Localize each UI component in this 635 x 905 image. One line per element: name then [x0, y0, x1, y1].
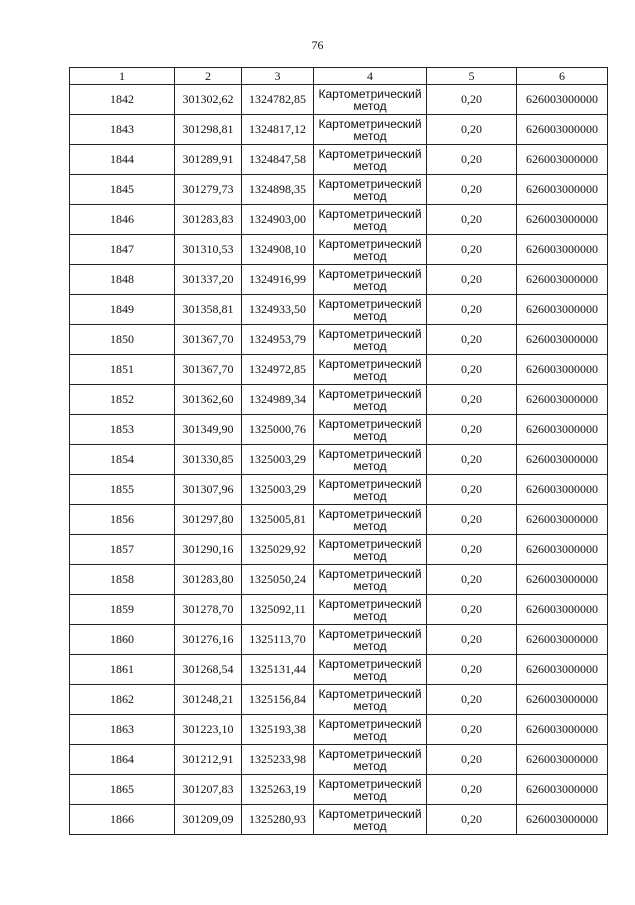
point-number-cell: 1849	[70, 295, 175, 325]
y-coordinate-cell: 1325233,98	[242, 745, 314, 775]
accuracy-cell: 0,20	[427, 655, 517, 685]
table-row	[70, 625, 608, 655]
method-line-1: Картометрический	[318, 296, 422, 311]
table-row	[70, 535, 608, 565]
method-cell	[314, 565, 427, 595]
method-cell	[314, 475, 427, 505]
point-number-cell: 1859	[70, 595, 175, 625]
method-line-2: метод	[353, 428, 387, 443]
method-line-1: Картометрический	[318, 476, 422, 491]
cadastral-number-cell: 626003000000	[517, 175, 608, 205]
point-number-cell: 1863	[70, 715, 175, 745]
accuracy-cell: 0,20	[427, 505, 517, 535]
method-line-2: метод	[353, 458, 387, 473]
cadastral-number-cell: 626003000000	[517, 295, 608, 325]
cadastral-number-cell: 626003000000	[517, 385, 608, 415]
cadastral-number-cell: 626003000000	[517, 685, 608, 715]
y-coordinate-cell: 1324898,35	[242, 175, 314, 205]
method-line-2: метод	[353, 728, 387, 743]
method-cell	[314, 145, 427, 175]
cadastral-number-cell: 626003000000	[517, 775, 608, 805]
column-header-4: 4	[314, 68, 427, 85]
point-number-cell: 1845	[70, 175, 175, 205]
accuracy-cell: 0,20	[427, 355, 517, 385]
y-coordinate-cell: 1324903,00	[242, 205, 314, 235]
method-line-1: Картометрический	[318, 416, 422, 431]
method-cell	[314, 385, 427, 415]
method-line-1: Картометрический	[318, 716, 422, 731]
table-row	[70, 235, 608, 265]
accuracy-cell: 0,20	[427, 385, 517, 415]
x-coordinate-cell: 301278,70	[175, 595, 242, 625]
point-number-cell: 1857	[70, 535, 175, 565]
y-coordinate-cell: 1325003,29	[242, 475, 314, 505]
method-cell	[314, 445, 427, 475]
method-line-2: метод	[353, 338, 387, 353]
cadastral-number-cell: 626003000000	[517, 475, 608, 505]
method-cell	[314, 205, 427, 235]
table-row	[70, 445, 608, 475]
y-coordinate-cell: 1324972,85	[242, 355, 314, 385]
point-number-cell: 1855	[70, 475, 175, 505]
y-coordinate-cell: 1324933,50	[242, 295, 314, 325]
x-coordinate-cell: 301367,70	[175, 325, 242, 355]
cadastral-number-cell: 626003000000	[517, 655, 608, 685]
y-coordinate-cell: 1325131,44	[242, 655, 314, 685]
page-number: 76	[311, 38, 324, 52]
accuracy-cell: 0,20	[427, 535, 517, 565]
cadastral-number-cell: 626003000000	[517, 535, 608, 565]
accuracy-cell: 0,20	[427, 715, 517, 745]
point-number-cell: 1854	[70, 445, 175, 475]
y-coordinate-cell: 1324989,34	[242, 385, 314, 415]
table-row	[70, 475, 608, 505]
method-cell	[314, 115, 427, 145]
method-line-2: метод	[353, 368, 387, 383]
table-row	[70, 595, 608, 625]
method-line-2: метод	[353, 518, 387, 533]
y-coordinate-cell: 1325193,38	[242, 715, 314, 745]
y-coordinate-cell: 1325000,76	[242, 415, 314, 445]
point-number-cell: 1864	[70, 745, 175, 775]
y-coordinate-cell: 1325263,19	[242, 775, 314, 805]
y-coordinate-cell: 1324953,79	[242, 325, 314, 355]
method-line-2: метод	[353, 698, 387, 713]
accuracy-cell: 0,20	[427, 115, 517, 145]
method-cell	[314, 745, 427, 775]
method-cell	[314, 85, 427, 115]
point-number-cell: 1851	[70, 355, 175, 385]
method-line-1: Картометрический	[318, 326, 422, 341]
method-cell	[314, 325, 427, 355]
cadastral-number-cell: 626003000000	[517, 445, 608, 475]
method-cell	[314, 655, 427, 685]
accuracy-cell: 0,20	[427, 295, 517, 325]
cadastral-number-cell: 626003000000	[517, 235, 608, 265]
point-number-cell: 1860	[70, 625, 175, 655]
table-row	[70, 265, 608, 295]
method-line-1: Картометрический	[318, 506, 422, 521]
table-row	[70, 385, 608, 415]
method-line-1: Картометрический	[318, 626, 422, 641]
cadastral-number-cell: 626003000000	[517, 85, 608, 115]
table-row	[70, 205, 608, 235]
x-coordinate-cell: 301248,21	[175, 685, 242, 715]
accuracy-cell: 0,20	[427, 85, 517, 115]
accuracy-cell: 0,20	[427, 775, 517, 805]
method-cell	[314, 715, 427, 745]
x-coordinate-cell: 301349,90	[175, 415, 242, 445]
x-coordinate-cell: 301283,83	[175, 205, 242, 235]
accuracy-cell: 0,20	[427, 265, 517, 295]
method-cell	[314, 175, 427, 205]
x-coordinate-cell: 301330,85	[175, 445, 242, 475]
point-number-cell: 1856	[70, 505, 175, 535]
point-number-cell: 1853	[70, 415, 175, 445]
method-line-1: Картометрический	[318, 176, 422, 191]
method-line-1: Картометрический	[318, 656, 422, 671]
method-line-1: Картометрический	[318, 566, 422, 581]
column-header-5: 5	[427, 68, 517, 85]
x-coordinate-cell: 301290,16	[175, 535, 242, 565]
method-cell	[314, 235, 427, 265]
x-coordinate-cell: 301302,62	[175, 85, 242, 115]
x-coordinate-cell: 301297,80	[175, 505, 242, 535]
cadastral-number-cell: 626003000000	[517, 145, 608, 175]
method-line-1: Картометрический	[318, 686, 422, 701]
point-number-cell: 1862	[70, 685, 175, 715]
accuracy-cell: 0,20	[427, 235, 517, 265]
method-cell	[314, 805, 427, 835]
accuracy-cell: 0,20	[427, 595, 517, 625]
method-line-1: Картометрический	[318, 446, 422, 461]
method-line-2: метод	[353, 668, 387, 683]
method-line-1: Картометрический	[318, 806, 422, 821]
method-line-2: метод	[353, 758, 387, 773]
method-line-2: метод	[353, 818, 387, 833]
accuracy-cell: 0,20	[427, 445, 517, 475]
table-row	[70, 295, 608, 325]
y-coordinate-cell: 1325029,92	[242, 535, 314, 565]
table-row	[70, 505, 608, 535]
x-coordinate-cell: 301358,81	[175, 295, 242, 325]
method-line-2: метод	[353, 188, 387, 203]
x-coordinate-cell: 301212,91	[175, 745, 242, 775]
y-coordinate-cell: 1324847,58	[242, 145, 314, 175]
x-coordinate-cell: 301307,96	[175, 475, 242, 505]
point-number-cell: 1844	[70, 145, 175, 175]
y-coordinate-cell: 1325003,29	[242, 445, 314, 475]
method-line-1: Картометрический	[318, 86, 422, 101]
cadastral-number-cell: 626003000000	[517, 625, 608, 655]
method-line-2: метод	[353, 398, 387, 413]
table-row	[70, 85, 608, 115]
method-line-1: Картометрический	[318, 776, 422, 791]
x-coordinate-cell: 301337,20	[175, 265, 242, 295]
table-row	[70, 565, 608, 595]
point-number-cell: 1850	[70, 325, 175, 355]
method-line-1: Картометрический	[318, 536, 422, 551]
method-line-2: метод	[353, 578, 387, 593]
accuracy-cell: 0,20	[427, 325, 517, 355]
cadastral-number-cell: 626003000000	[517, 325, 608, 355]
cadastral-number-cell: 626003000000	[517, 205, 608, 235]
method-line-2: метод	[353, 158, 387, 173]
method-line-1: Картометрический	[318, 236, 422, 251]
accuracy-cell: 0,20	[427, 685, 517, 715]
point-number-cell: 1861	[70, 655, 175, 685]
column-header-3: 3	[242, 68, 314, 85]
cadastral-number-cell: 626003000000	[517, 805, 608, 835]
point-number-cell: 1858	[70, 565, 175, 595]
cadastral-number-cell: 626003000000	[517, 505, 608, 535]
method-line-2: метод	[353, 128, 387, 143]
accuracy-cell: 0,20	[427, 175, 517, 205]
cadastral-number-cell: 626003000000	[517, 115, 608, 145]
y-coordinate-cell: 1325156,84	[242, 685, 314, 715]
y-coordinate-cell: 1324916,99	[242, 265, 314, 295]
method-cell	[314, 625, 427, 655]
cadastral-number-cell: 626003000000	[517, 265, 608, 295]
x-coordinate-cell: 301276,16	[175, 625, 242, 655]
table-row	[70, 145, 608, 175]
method-line-2: метод	[353, 548, 387, 563]
y-coordinate-cell: 1325092,11	[242, 595, 314, 625]
method-line-2: метод	[353, 308, 387, 323]
y-coordinate-cell: 1325113,70	[242, 625, 314, 655]
method-cell	[314, 505, 427, 535]
cadastral-number-cell: 626003000000	[517, 715, 608, 745]
method-cell	[314, 535, 427, 565]
method-line-2: метод	[353, 248, 387, 263]
y-coordinate-cell: 1325050,24	[242, 565, 314, 595]
point-number-cell: 1866	[70, 805, 175, 835]
header-row	[70, 68, 608, 85]
method-cell	[314, 355, 427, 385]
table-row	[70, 805, 608, 835]
method-line-2: метод	[353, 278, 387, 293]
x-coordinate-cell: 301223,10	[175, 715, 242, 745]
x-coordinate-cell: 301283,80	[175, 565, 242, 595]
method-line-1: Картометрический	[318, 116, 422, 131]
table-row	[70, 715, 608, 745]
accuracy-cell: 0,20	[427, 625, 517, 655]
cadastral-number-cell: 626003000000	[517, 565, 608, 595]
y-coordinate-cell: 1324908,10	[242, 235, 314, 265]
x-coordinate-cell: 301207,83	[175, 775, 242, 805]
point-number-cell: 1847	[70, 235, 175, 265]
x-coordinate-cell: 301362,60	[175, 385, 242, 415]
coordinates-table	[69, 67, 608, 835]
y-coordinate-cell: 1324817,12	[242, 115, 314, 145]
column-header-2: 2	[175, 68, 242, 85]
method-line-1: Картометрический	[318, 146, 422, 161]
cadastral-number-cell: 626003000000	[517, 355, 608, 385]
column-header-6: 6	[517, 68, 608, 85]
cadastral-number-cell: 626003000000	[517, 595, 608, 625]
method-line-2: метод	[353, 218, 387, 233]
table-row	[70, 775, 608, 805]
table-row	[70, 415, 608, 445]
method-line-2: метод	[353, 788, 387, 803]
point-number-cell: 1846	[70, 205, 175, 235]
point-number-cell: 1842	[70, 85, 175, 115]
x-coordinate-cell: 301367,70	[175, 355, 242, 385]
table-row	[70, 115, 608, 145]
accuracy-cell: 0,20	[427, 145, 517, 175]
y-coordinate-cell: 1325280,93	[242, 805, 314, 835]
method-line-1: Картометрический	[318, 266, 422, 281]
cadastral-number-cell: 626003000000	[517, 745, 608, 775]
method-cell	[314, 415, 427, 445]
accuracy-cell: 0,20	[427, 565, 517, 595]
x-coordinate-cell: 301298,81	[175, 115, 242, 145]
x-coordinate-cell: 301310,53	[175, 235, 242, 265]
method-line-1: Картометрический	[318, 746, 422, 761]
method-line-2: метод	[353, 488, 387, 503]
method-cell	[314, 775, 427, 805]
accuracy-cell: 0,20	[427, 805, 517, 835]
accuracy-cell: 0,20	[427, 475, 517, 505]
method-line-2: метод	[353, 98, 387, 113]
method-line-1: Картометрический	[318, 386, 422, 401]
x-coordinate-cell: 301209,09	[175, 805, 242, 835]
table-row	[70, 355, 608, 385]
point-number-cell: 1848	[70, 265, 175, 295]
point-number-cell: 1843	[70, 115, 175, 145]
x-coordinate-cell: 301289,91	[175, 145, 242, 175]
table-row	[70, 655, 608, 685]
method-cell	[314, 685, 427, 715]
table-row	[70, 175, 608, 205]
accuracy-cell: 0,20	[427, 205, 517, 235]
column-header-1: 1	[70, 68, 175, 85]
method-cell	[314, 265, 427, 295]
table-row	[70, 745, 608, 775]
table-row	[70, 325, 608, 355]
point-number-cell: 1852	[70, 385, 175, 415]
table-row	[70, 685, 608, 715]
point-number-cell: 1865	[70, 775, 175, 805]
accuracy-cell: 0,20	[427, 415, 517, 445]
cadastral-number-cell: 626003000000	[517, 415, 608, 445]
method-line-2: метод	[353, 608, 387, 623]
method-line-1: Картометрический	[318, 206, 422, 221]
method-line-1: Картометрический	[318, 596, 422, 611]
accuracy-cell: 0,20	[427, 745, 517, 775]
x-coordinate-cell: 301268,54	[175, 655, 242, 685]
method-cell	[314, 595, 427, 625]
x-coordinate-cell: 301279,73	[175, 175, 242, 205]
method-cell	[314, 295, 427, 325]
y-coordinate-cell: 1324782,85	[242, 85, 314, 115]
method-line-1: Картометрический	[318, 356, 422, 371]
y-coordinate-cell: 1325005,81	[242, 505, 314, 535]
method-line-2: метод	[353, 638, 387, 653]
